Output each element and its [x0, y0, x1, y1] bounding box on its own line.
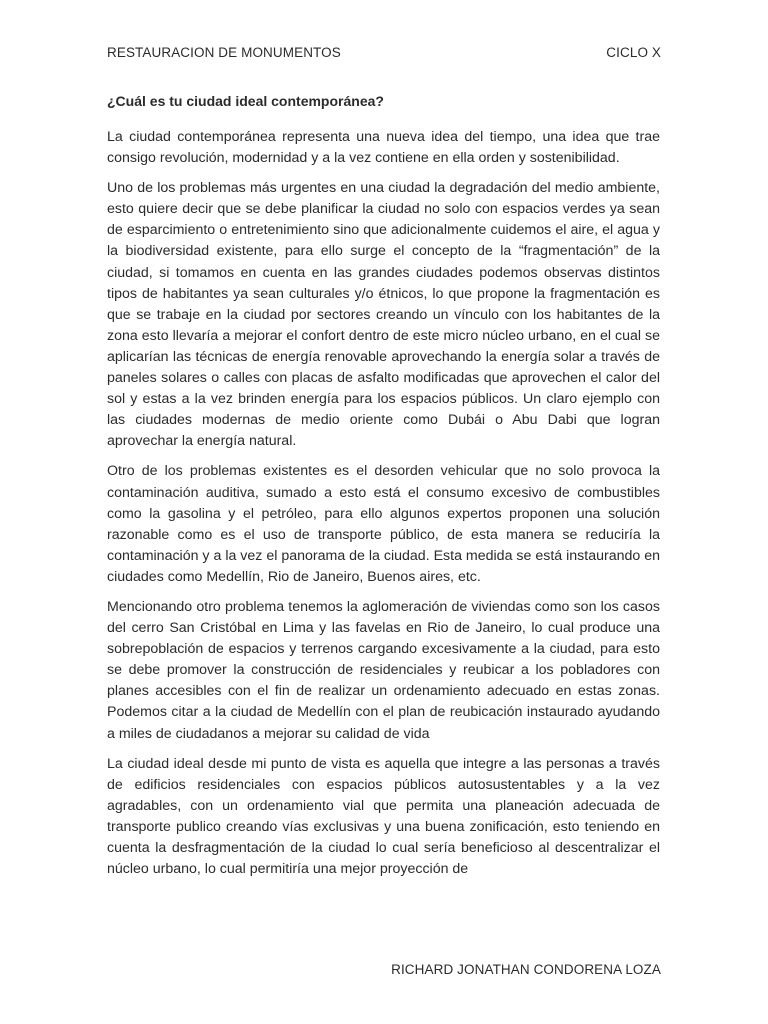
header-course-title: RESTAURACION DE MONUMENTOS	[107, 45, 341, 60]
header-cycle: CICLO X	[606, 45, 661, 60]
page-header	[107, 45, 661, 60]
paragraph-2: Uno de los problemas más urgentes en una ciudad la degradación del medio ambiente, esto quiere decir que se debe planificar la ciudad no solo con espacios verdes ya sean de esparcimiento o entretenimiento sino que adicionalmente cuidemos el aire, el agua y la biodiversidad existente, para ello surge el concepto de la “fragmentación” de la ciudad, si tomamos en cuenta en las grandes ciudades podemos observas distintos tipos de habitantes ya sean culturales y/o étnicos, lo que propone la fragmentación es que se trabaje en la ciudad por sectores creando un vínculo con los habitantes de la zona esto llevaría a mejorar el confort dentro de este micro núcleo urbano, en el cual se aplicarían las técnicas de energía renovable aprovechando la energía solar a través de paneles solares o calles con placas de asfalto modificadas que aprovechen el calor del sol y estas a la vez brinden energía para los espacios públicos. Un claro ejemplo con las ciudades modernas de medio oriente como Dubái o Abu Dabi que logran aprovechar la energía natural.	[107, 180, 660, 450]
paragraph-5: La ciudad ideal desde mi punto de vista es aquella que integre a las personas a través de edificios residenciales con espacios públicos autosustentables y a la vez agradables, con un ordenamiento vial que permita una planeación adecuada de transporte publico creando vías exclusivas y una buena zonificación, esto teniendo en cuenta la desfragmentación de la ciudad lo cual sería beneficioso al descentralizar el núcleo urbano, lo cual permitiría una mejor proyección de	[107, 755, 660, 878]
paragraph-1: La ciudad contemporánea representa una nueva idea del tiempo, una idea que trae consigo revolución, modernidad y a la vez contiene en ella orden y sostenibilidad.	[107, 129, 660, 167]
document-title: ¿Cuál es tu ciudad ideal contemporánea?	[107, 93, 384, 109]
page-footer-author: RICHARD JONATHAN CONDORENA LOZA	[391, 962, 661, 977]
document-body	[107, 127, 660, 889]
paragraph-3: Otro de los problemas existentes es el desorden vehicular que no solo provoca la contaminación auditiva, sumado a esto está el consumo excesivo de combustibles como la gasolina y el petróleo, para ello algunos expertos proponen una solución razonable como es el uso de transporte público, de esta manera se reduciría la contaminación y a la vez el panorama de la ciudad. Esta medida se está instaurando en ciudades como Medellín, Rio de Janeiro, Buenos aires, etc.	[107, 463, 660, 585]
paragraph-4: Mencionando otro problema tenemos la aglomeración de viviendas como son los casos del cerro San Cristóbal en Lima y las favelas en Rio de Janeiro, lo cual produce una sobrepoblación de espacios y terrenos cargando excesivamente a la ciudad, para esto se debe promover la construcción de residenciales y reubicar a los pobladores con planes accesibles con el fin de realizar un ordenamiento adecuado en estas zonas. Podemos citar a la ciudad de Medellín con el plan de reubicación instaurado ayudando a miles de ciudadanos a mejorar su calidad de vida	[107, 598, 660, 742]
